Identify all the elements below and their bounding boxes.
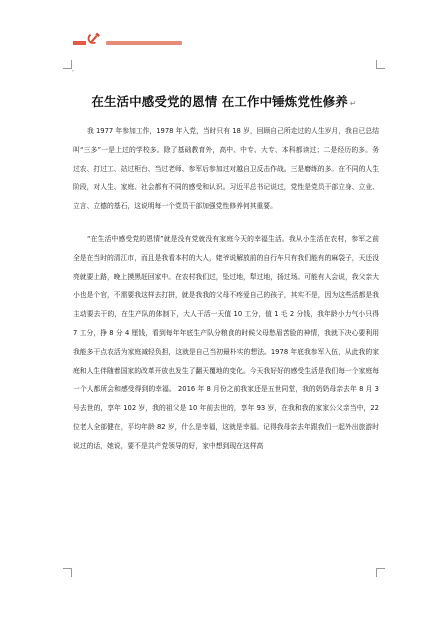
crop-mark-top-left	[63, 60, 72, 69]
crop-mark-bottom-left	[63, 568, 72, 577]
document-title-text: 在生活中感受党的恩情 在工作中锤炼党性修养	[91, 94, 348, 109]
paragraph-2: “在生活中感受党的恩情”就是没有党就没有家庭今天的幸福生活。我从小生活在农村，参军之前全是在当时的清江市，而且是我看本村的大人，姥爷说解放前的自行车只有我们能有的麻袋子，天还没亮就要上路，晚上摸黑赶回家中。在农村我们过，坠过地，犁过地，扬过场。可能有人会说，我父亲大小也是个官，不需要我这样去打拼，就是我我的父母不疼爱自己的孩子，其实不是，因为这些活都是我主动要去干的，在生产队的体制下，大人干活一天值 10 工分，值 1 毛 2 分钱，我年龄小力气小只得 7 工分，挣 8 分 4 厘钱，看到每年年底生产队分粮食的时候父母愁眉苦脸的神情，我就下决心要利用我能多干点农活为家庭减轻负担，这就是自己当初最朴实的想法。1978 年底我参军入伍，从此我的家庭和人生伴随着国家的改革开放也发生了翻天覆地的变化。今天我好好的感受生活是我们每一个家庭每一个人都所会和感受得到的幸福。 2016 年 8 月份之前我家还是五世同堂，我的奶奶母亲去年 8 月 3 号去世的，享年 102 岁，我的祖父是 10 年前去世的，享年 93 岁，在我和我的家家公父亲当中，22 位老人全部健在，平均年龄 82 岁，什么是幸福，这就是幸福。记得我母亲去年跟我们一起外出旅游时说过的话，她说，要不是共产党领导的好，家中想到现在这样高	[73, 234, 379, 450]
header-red-bar	[106, 41, 182, 45]
paragraph-mark-icon: ↵	[349, 99, 357, 108]
crop-mark-top-right	[376, 60, 385, 69]
party-emblem-icon	[73, 32, 103, 46]
paragraph-1: 我 1977 年参加工作，1978 年入党，当时只有 18 岁，回顾自己所走过的人生岁月，我自已总结叫“三多”一是上过的学校多。除了基础教育外，高中、中专、大专、本科都读过；二是经历的多。务过农、打过工、站过柜台、当过老师、参军后参加过对越自卫反击作战。三是磨练的多。在不同的人生阶段，对人生、家庭、社会都有不同的感受和认识。习近平总书记说过，党性是党员干部立身、立业、立言、立德的基石，这说明每一个党员干部加强党性修养何其重要。	[73, 127, 379, 211]
document-body[interactable]	[73, 122, 379, 470]
text-cursor-mark: ,	[72, 66, 74, 73]
crop-mark-bottom-right	[376, 568, 385, 577]
document-title[interactable]	[70, 92, 378, 110]
